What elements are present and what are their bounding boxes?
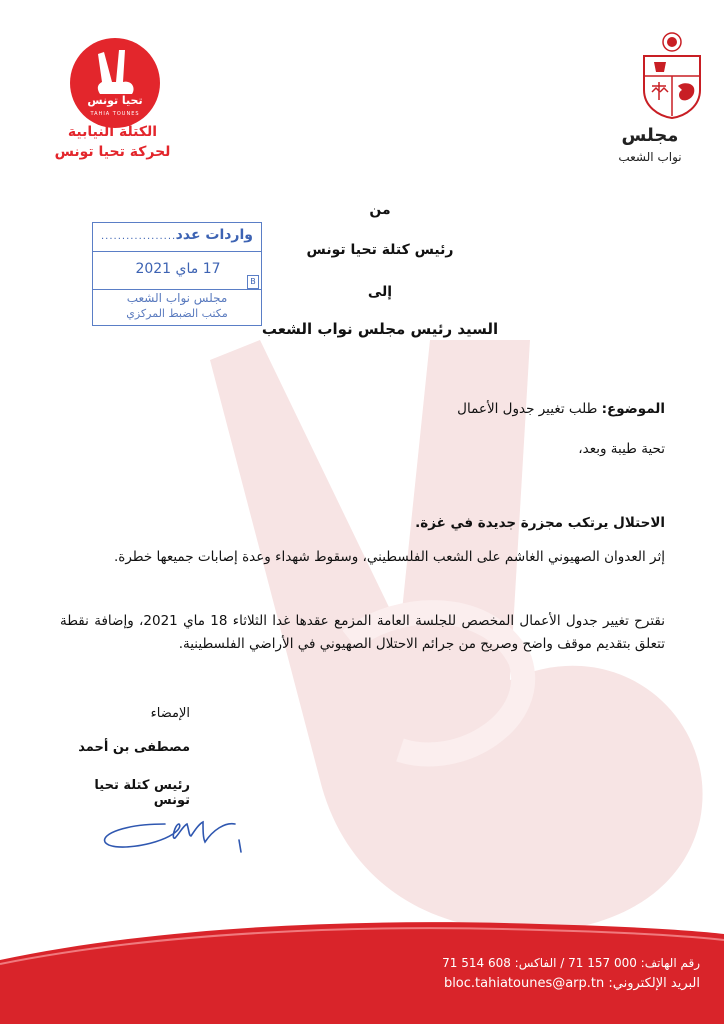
footer-phone-fax: رقم الهاتف: 000 157 71 / الفاكس: 608 514 71 [442,956,700,970]
party-logo [70,38,160,128]
stamp-number-dots: ................... [101,231,181,242]
to-label: إلى [367,284,393,300]
parliament-subtitle: نواب الشعب [618,150,682,164]
footer-band [0,920,724,1024]
stamp-title: واردات عدد [175,227,253,243]
party-logo-latin-text: TAHIA TOUNES [90,111,140,117]
stamp-office: مكتب الضبط المركزي [126,307,228,320]
stamp-divider [93,251,261,252]
stamp-box-letter: B [247,275,259,289]
stamp-institution: مجلس نواب الشعب [126,291,228,305]
subject-line [60,398,665,421]
signatory-title: رئيس كتلة تحيا تونس [94,778,190,808]
paragraph-1: إثر العدوان الصهيوني الغاشم على الشعب الفلسطيني، وسقوط شهداء وعدة إصابات جميعها خطرة. [113,549,665,565]
signature-label: الإمضاء [150,706,190,721]
party-logo-arabic-text: تحيا تونس [87,94,143,107]
signatory-name: مصطفى بن أحمد [78,740,190,755]
incoming-mail-stamp [92,222,262,326]
stamp-divider [93,289,261,290]
bloc-name-line2: لحركة تحيا تونس [54,144,171,160]
bloc-name-line1: الكتلة النيابية [67,124,158,140]
parliament-name: مجلس [621,125,679,146]
to-name: السيد رئيس مجلس نواب الشعب [261,320,499,338]
tunisia-emblem-icon [636,30,708,120]
handwritten-signature [95,800,255,860]
footer-email: البريد الإلكتروني: bloc.tahiatounes@arp.tn [443,976,700,991]
greeting: تحية طيبة وبعد، [578,441,665,457]
subject-label: الموضوع: [601,401,665,417]
from-label: من [369,202,391,218]
subject-text: طلب تغيير جدول الأعمال [457,401,602,417]
paragraph-2: نقترح تغيير جدول الأعمال المخصص للجلسة العامة المزمع عقدها غدا الثلاثاء 18 ماي 2021، وإضافة نقطة تتعلق بتقديم موقف واضح وصريح من جرائم الاحتلال الصهيوني في الأراضي الفلسطينية. [60,613,665,652]
from-name: رئيس كتلة تحيا تونس [306,242,454,258]
headline: الاحتلال يرتكب مجزرة جديدة في غزة. [415,515,665,531]
stamp-date: 17 ماي 2021 [135,261,221,277]
